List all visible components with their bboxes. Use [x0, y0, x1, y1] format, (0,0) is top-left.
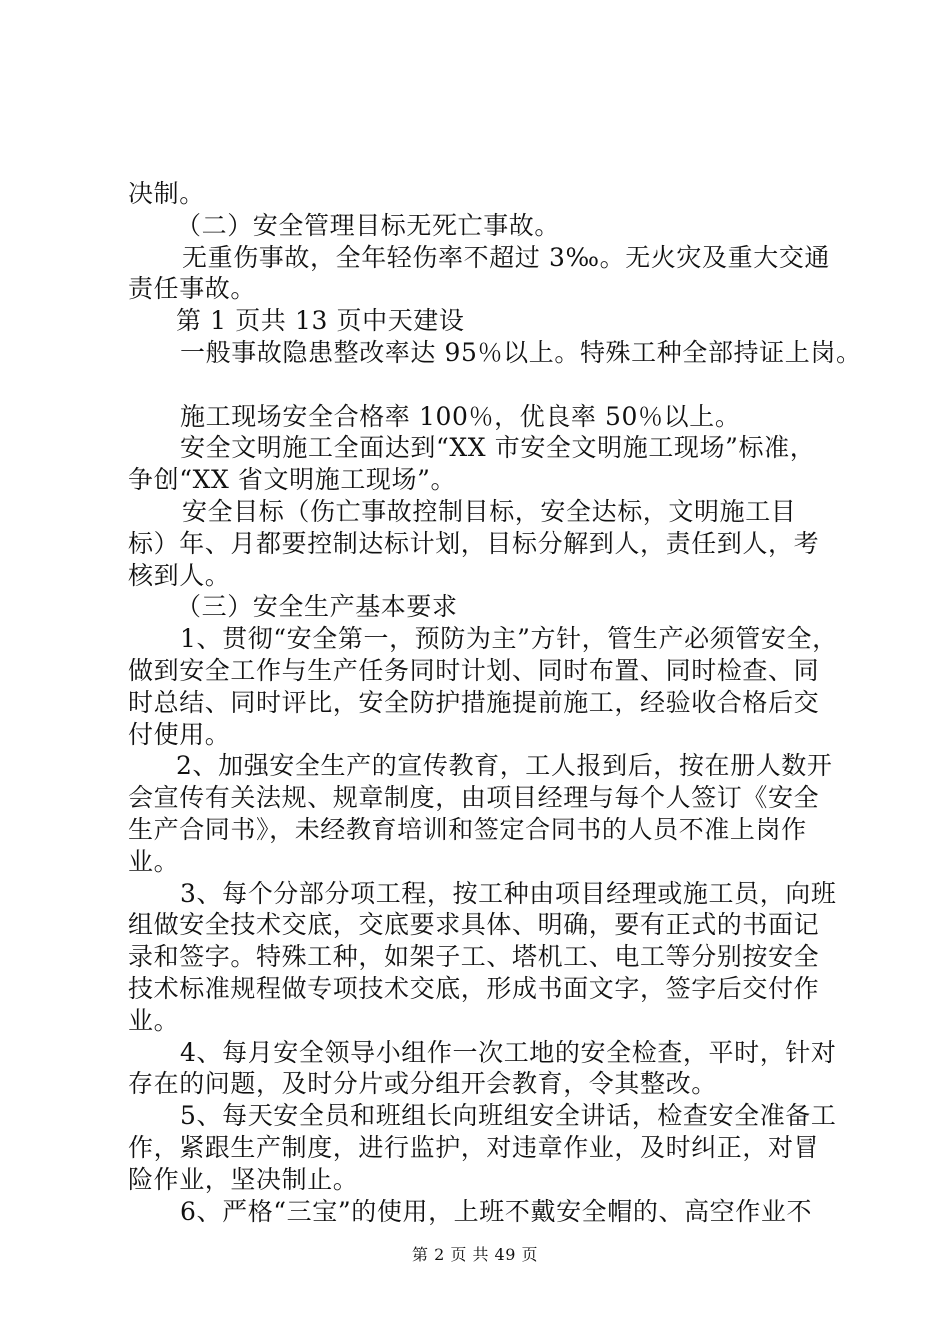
- text-line: 2、加强安全生产的宣传教育，工人报到后，按在册人数开: [176, 751, 833, 781]
- text-line: 标）年、月都要控制达标计划，目标分解到人，责任到人，考: [128, 528, 820, 558]
- text-line: 生产合同书》，未经教育培训和签定合同书的人员不准上岗作: [128, 814, 807, 844]
- text-line: 付使用。: [128, 719, 231, 749]
- text-line: 4、每月安全领导小组作一次工地的安全检查，平时，针对: [180, 1037, 837, 1067]
- section-heading: （三）安全生产基本要求: [176, 592, 458, 622]
- text-line: 作，紧跟生产制度，进行监护，对违章作业，及时纠正，对冒: [128, 1132, 820, 1162]
- text-line: 6、严格“三宝”的使用，上班不戴安全帽的、高空作业不: [180, 1196, 813, 1226]
- blank-line: [128, 369, 834, 401]
- text-line: 施工现场安全合格率 100％，优良率 50％以上。: [180, 401, 741, 431]
- text-line: 组做安全技术交底，交底要求具体、明确，要有正式的书面记: [128, 910, 820, 940]
- text-line: 争创“XX 省文明施工现场”。: [128, 465, 457, 495]
- text-line: 一般事故隐患整改率达 95％以上。特殊工种全部持证上岗。: [180, 337, 862, 367]
- text-line: 1、贯彻“安全第一，预防为主”方针，管生产必须管安全，: [180, 624, 838, 654]
- text-line: 3、每个分部分项工程，按工种由项目经理或施工员，向班: [180, 878, 837, 908]
- text-line: 险作业，坚决制止。: [128, 1164, 359, 1194]
- text-line: 技术标准规程做专项技术交底，形成书面文字，签字后交付作: [128, 973, 820, 1003]
- text-line: 安全文明施工全面达到“XX 市安全文明施工现场”标准，: [180, 433, 816, 463]
- text-line: 业。: [128, 846, 180, 876]
- section-heading: （二）安全管理目标无死亡事故。: [176, 210, 561, 240]
- text-line: 存在的问题，及时分片或分组开会教育，令其整改。: [128, 1069, 717, 1099]
- text-line: 核到人。: [128, 560, 231, 590]
- page-number: 第 2 页 共 49 页: [412, 1245, 538, 1264]
- text-line: 业。: [128, 1005, 180, 1035]
- text-line: 录和签字。特殊工种，如架子工、塔机工、电工等分别按安全: [128, 942, 820, 972]
- page-footer: [0, 1242, 950, 1265]
- text-line: 做到安全工作与生产任务同时计划、同时布置、同时检查、同: [128, 655, 820, 685]
- embedded-page-note: 第 1 页共 13 页中天建设: [176, 306, 465, 336]
- document-body: [128, 178, 862, 1227]
- text-line: 会宣传有关法规、规章制度，由项目经理与每个人签订《安全: [128, 783, 820, 813]
- text-line: 时总结、同时评比，安全防护措施提前施工，经验收合格后交: [128, 687, 820, 717]
- text-line: 无重伤事故，全年轻伤率不超过 3‰。无火灾及重大交通: [182, 242, 830, 272]
- text-line: 责任事故。: [128, 274, 257, 304]
- text-line: 5、每天安全员和班组长向班组安全讲话，检查安全准备工: [180, 1101, 837, 1131]
- text-line: 决制。: [128, 179, 205, 208]
- text-line: 安全目标（伤亡事故控制目标，安全达标，文明施工目: [182, 496, 797, 526]
